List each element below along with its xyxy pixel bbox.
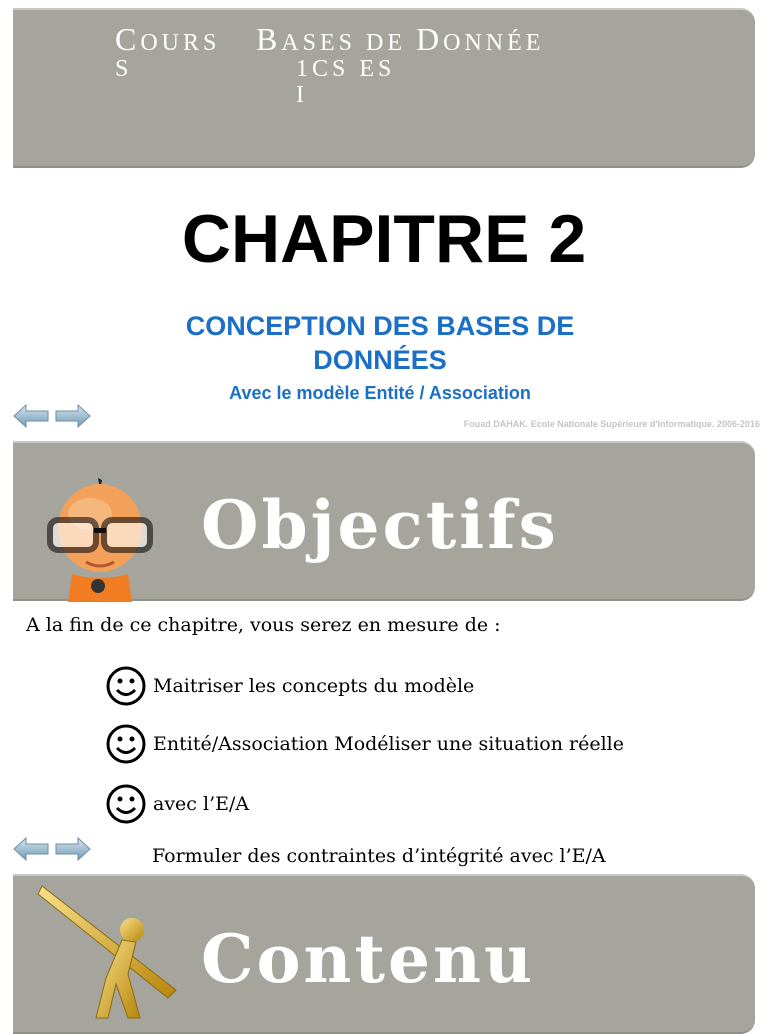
chapter-subtitle-text: CONCEPTION DES BASES DE DONNÉES bbox=[185, 311, 575, 375]
slide-nav bbox=[12, 402, 92, 430]
subject-rest: ASES DE bbox=[281, 30, 417, 56]
course-subject bbox=[256, 21, 726, 108]
chapter-subtitle bbox=[0, 309, 760, 377]
course-label-rest: OURS bbox=[140, 30, 221, 56]
subject-cap2: D bbox=[416, 21, 444, 57]
author-credit: Fouad DAHAK. Ecole Nationale Supérieure d'Informatique. 2006-2016 bbox=[463, 419, 760, 429]
course-level: 1CS ES bbox=[296, 56, 396, 82]
smiley-icon bbox=[105, 665, 147, 707]
arrow-left-icon[interactable] bbox=[12, 835, 50, 863]
chapter-title: CHAPITRE 2 bbox=[181, 201, 587, 277]
arrow-left-icon[interactable] bbox=[12, 402, 50, 430]
objectives-intro: A la fin de ce chapitre, vous serez en mesure de : bbox=[26, 614, 501, 636]
chapter-subtitle2: Avec le modèle Entité / Association bbox=[229, 383, 531, 403]
course-label bbox=[115, 21, 251, 82]
smiley-icon bbox=[105, 783, 147, 825]
arrow-right-icon[interactable] bbox=[54, 835, 92, 863]
course-level-wrap: I bbox=[296, 82, 308, 108]
subject-end: ONNÉE bbox=[443, 30, 545, 56]
objective-text: Maitriser les concepts du modèle bbox=[153, 675, 475, 697]
course-label-cap: C bbox=[115, 21, 141, 57]
objective-cut-line: Formuler des contraintes d’intégrité avec l’E/A bbox=[152, 845, 606, 867]
objective-text: avec l’E/A bbox=[153, 793, 250, 815]
arrow-right-icon[interactable] bbox=[54, 402, 92, 430]
objective-text: Entité/Association Modéliser une situation réelle bbox=[153, 733, 624, 755]
mascot-glasses-icon bbox=[40, 474, 160, 602]
objective-item bbox=[105, 666, 474, 706]
objective-item bbox=[105, 784, 249, 824]
subject-cap: B bbox=[256, 21, 282, 57]
smiley-icon bbox=[105, 723, 147, 765]
slide-nav bbox=[12, 835, 92, 863]
objective-item bbox=[105, 724, 624, 764]
golden-figure-pen-icon bbox=[36, 878, 186, 1024]
course-label-wrap: S bbox=[115, 56, 133, 82]
objectives-title: Objectifs bbox=[201, 486, 559, 564]
contents-title: Contenu bbox=[201, 920, 535, 998]
